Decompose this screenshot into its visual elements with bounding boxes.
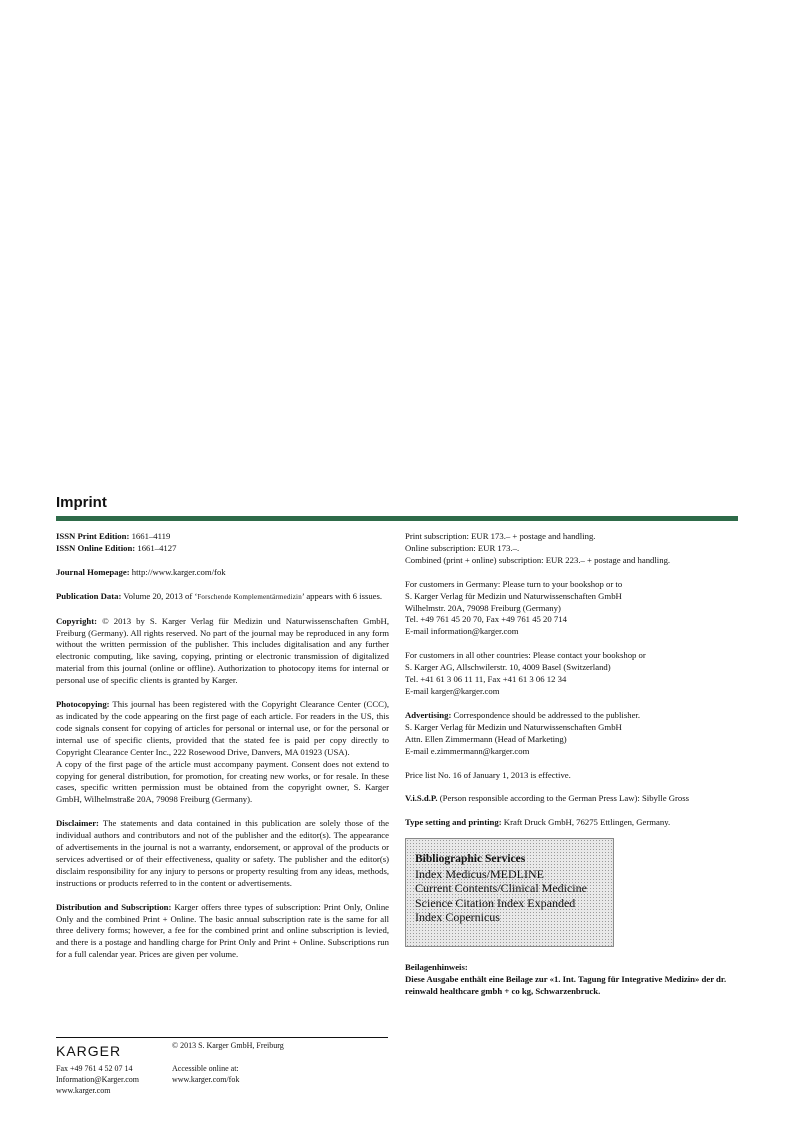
homepage-link[interactable]: http://www.karger.com/fok — [131, 566, 226, 577]
price-combined: Combined (print + online) subscription: EUR 223.– + postage and handling. — [405, 554, 671, 565]
other-line: Tel. +41 61 3 06 11 11, Fax +41 61 3 06 12 34 — [405, 674, 567, 685]
biblio-item: Current Contents/Clinical Medicine — [415, 881, 587, 895]
journal-name: Forschende Komplementärmedizin — [197, 592, 302, 601]
publication-label: Publication Data: — [56, 590, 122, 601]
issn-online-value: 1661–4127 — [137, 542, 177, 553]
germany-email[interactable]: E-mail information@karger.com — [405, 626, 519, 637]
visdp-text: (Person responsible according to the German Press Law): Sibylle Gross — [439, 793, 690, 804]
issn-online — [56, 543, 389, 555]
footer-contact — [56, 1063, 139, 1096]
supplement-title: Beilagenhinweis: — [405, 962, 468, 972]
other-countries-contact — [405, 650, 738, 698]
footer-online — [172, 1063, 239, 1085]
publication-data — [56, 591, 389, 604]
biblio-item: Science Citation Index Expanded — [415, 895, 576, 910]
copyright-paragraph — [56, 616, 389, 687]
subscription-prices — [405, 531, 738, 567]
price-online: Online subscription: EUR 173.–. — [405, 542, 520, 553]
price-list: Price list No. 16 of January 1, 2013 is effective. — [405, 769, 571, 780]
advertising-line: Attn. Ellen Zimmermann (Head of Marketing) — [405, 733, 567, 744]
photocopying-text-1 — [56, 699, 389, 759]
issn-online-label: ISSN Online Edition: — [56, 542, 136, 553]
footer-fax: Fax +49 761 4 52 07 14 — [56, 1064, 133, 1073]
footer-online-label: Accessible online at: — [172, 1064, 239, 1073]
homepage — [56, 567, 389, 579]
disclaimer-paragraph — [56, 818, 389, 889]
advertising-text: Correspondence should be addressed to the publisher. — [453, 709, 641, 720]
other-email[interactable]: E-mail karger@karger.com — [405, 685, 500, 696]
germany-line: S. Karger Verlag für Medizin und Naturwissenschaften GmbH — [405, 590, 622, 601]
karger-logo: KARGER — [56, 1043, 122, 1059]
footer-online-url[interactable]: www.karger.com/fok — [172, 1075, 240, 1084]
advertising-email[interactable]: E-mail e.zimmermann@karger.com — [405, 745, 530, 756]
supplement-text: Diese Ausgabe enthält eine Beilage zur «1. Int. Tagung für Integrative Medizin» der dr. reinwald healthcare gmbh + co kg, Schwarzenbruck. — [405, 973, 727, 996]
typesetting-label: Type setting and printing: — [405, 817, 502, 828]
distribution-text: Karger offers three types of subscription: Print Only, Online Only and the combined Print + Online. The basic annual subscription rate is the same for all three delivery forms; however, a fee for the combined print and online subscription is levied, and there is a postage and handling charge for Print Only and Print + Online. Subscriptions run for a full calendar year. Prices are given per volume. — [56, 901, 390, 960]
photocopying-body: This journal has been registered with the Copyright Clearance Center (CCC), as indicated by the code appearing on the first page of each article. For readers in the US, this code signals consent for copying of articles for personal or internal use, or for the personal or internal use of specific clients, provided that the stated fee is paid per copy directly to Copyright Clearance Center Inc., 222 Rosewood Drive, Danvers, MA 01923 (USA). — [56, 699, 390, 757]
footer-copyright: © 2013 S. Karger GmbH, Freiburg — [172, 1041, 284, 1050]
copyright-label: Copyright: — [56, 615, 98, 626]
advertising-line — [405, 710, 738, 722]
other-line: For customers in all other countries: Please contact your bookshop or — [405, 650, 646, 661]
disclaimer-text: The statements and data contained in this publication are solely those of the individual authors and contributors and not of the publisher and the editor(s). The appearance of advertisements in the journal is not a warranty, endorsement, or approval of the products or services advertised or of their effectiveness, quality or safety. The publisher and the editor(s) disclaim responsibility for any injury to persons or property resulting from any ideas, methods, instructions or products referred to in the content or advertisements. — [56, 818, 390, 888]
copyright-text: © 2013 by S. Karger Verlag für Medizin und Naturwissenschaften GmbH, Freiburg (Germany). All rights reserved. No part of the journal may be reproduced in any form without the written permission of the publisher. This includes digitalisation and any further electronic computing, like saving, copying, printing or electronic transmission of digitalized material from this journal (online or offline). Authorization to photocopy items for internal or personal use of specific clients is granted by Karger. — [56, 615, 389, 686]
page-title: Imprint — [56, 494, 107, 511]
visdp — [405, 793, 738, 805]
right-column — [405, 531, 738, 841]
advertising-block — [405, 710, 738, 758]
biblio-title: Bibliographic Services — [415, 853, 526, 865]
disclaimer-label: Disclaimer: — [56, 818, 99, 829]
advertising-label: Advertising: — [405, 709, 452, 720]
germany-line: Tel. +49 761 45 20 70, Fax +49 761 45 20 714 — [405, 614, 567, 625]
biblio-item: Index Medicus/MEDLINE — [415, 866, 544, 881]
publication-pre: Volume 20, 2013 of ‘ — [123, 590, 198, 601]
issn-block — [56, 531, 389, 555]
distribution-label: Distribution and Subscription: — [56, 901, 172, 912]
publication-post: ’ appears with 6 issues. — [301, 590, 383, 601]
homepage-label: Journal Homepage: — [56, 566, 130, 577]
other-line: S. Karger AG, Allschwilerstr. 10, 4009 Basel (Switzerland) — [405, 662, 611, 673]
photocopying-label: Photocopying: — [56, 699, 110, 710]
germany-contact — [405, 579, 738, 639]
biblio-item: Index Copernicus — [415, 910, 500, 924]
distribution-paragraph — [56, 902, 389, 962]
footer-email[interactable]: Information@Karger.com — [56, 1075, 139, 1084]
typesetting-text: Kraft Druck GmbH, 76275 Ettlingen, Germany. — [503, 817, 671, 828]
advertising-line: S. Karger Verlag für Medizin und Naturwissenschaften GmbH — [405, 721, 622, 732]
typesetting — [405, 817, 738, 829]
germany-line: For customers in Germany: Please turn to your bookshop or to — [405, 578, 623, 589]
footer-website[interactable]: www.karger.com — [56, 1086, 111, 1095]
photocopying-paragraph — [56, 699, 389, 806]
issn-print-value: 1661–4119 — [131, 531, 171, 541]
bibliographic-services-box — [405, 838, 614, 947]
left-column — [56, 531, 389, 973]
title-rule — [56, 516, 738, 521]
issn-print-label: ISSN Print Edition: — [56, 531, 130, 541]
visdp-label: V.i.S.d.P. — [405, 793, 438, 804]
price-print: Print subscription: EUR 173.– + postage and handling. — [405, 531, 596, 541]
germany-line: Wilhelmstr. 20A, 79098 Freiburg (Germany) — [405, 602, 561, 613]
footer-rule — [56, 1037, 388, 1038]
photocopying-text-2: A copy of the first page of the article must accompany payment. Consent does not extend to copying for general distribution, for promotion, for creating new works, or for resale. In these cases, specific written permission must be obtained from the copyright owner, S. Karger GmbH, Wilhelmstraße 20A, 79098 Freiburg (Germany). — [56, 758, 389, 805]
supplement-notice — [405, 962, 740, 998]
issn-print — [56, 531, 389, 543]
